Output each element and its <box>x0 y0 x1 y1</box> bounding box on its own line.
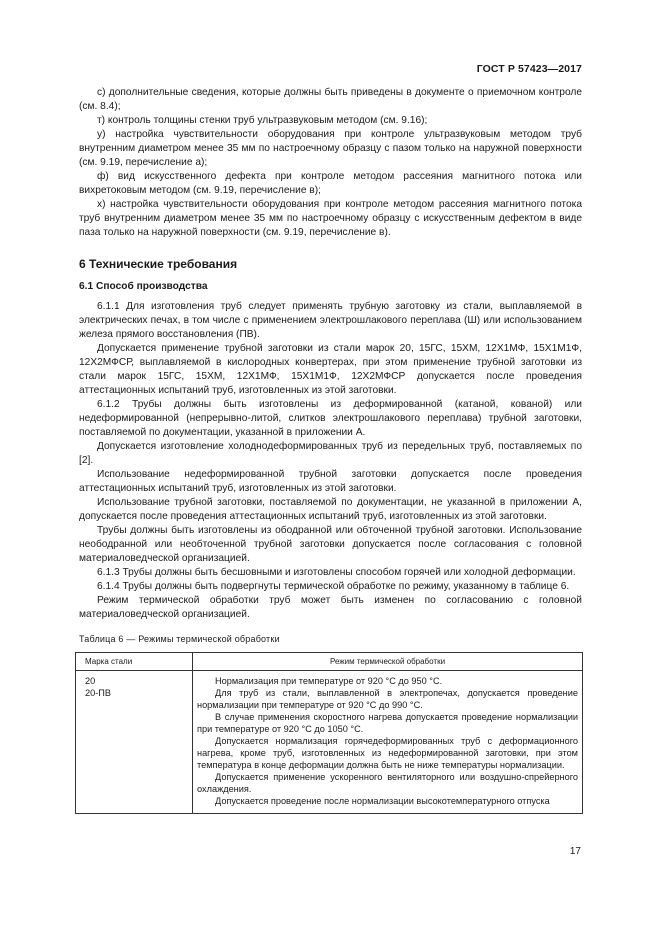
steel-grade-cell <box>76 671 193 814</box>
steel-grade: 20 <box>85 676 96 686</box>
list-item: у) настройка чувствительности оборудования при контроле ультразвуковым методом труб внутренним диаметром менее 35 мм по настроечному образцу с пазом только на наружной поверхности (см. 9.19, перечисление а); <box>79 129 582 168</box>
list-item: т) контроль толщины стенки труб ультразвуковым методом (см. 9.16); <box>97 115 428 126</box>
subsection-heading: 6.1 Способ производства <box>79 281 208 292</box>
paragraph: Трубы должны быть изготовлены из ободранной или обточенной трубной заготовки. Использование неободранной или необточенной трубной заготовки допускается после согласования с головной материаловедческой организацией. <box>79 525 582 564</box>
paragraph: Допускается применение трубной заготовки из стали марок 20, 15ГС, 15ХМ, 12Х1МФ, 15Х1М1Ф, 12Х2МФСР, выплавляемой в кислородных конвертерах, при этом применение трубной заготовки из стали марок 15ГС, 15ХМ, 12Х1МФ, 15Х1М1Ф, 12Х2МФСР допускается после проведения аттестационных испытаний труб, изготовленных из этой заготовки. <box>79 343 582 396</box>
treatment-mode: Допускается проведение после нормализации высокотемпературного отпуска <box>215 796 550 806</box>
steel-grade: 20-ПВ <box>85 688 112 698</box>
table-header-grade: Марка стали <box>76 653 193 671</box>
paragraph: 6.1.2 Трубы должны быть изготовлены из деформированной (катаной, кованой) или недеформированной (непрерывно-литой, слитков электрошлакового переплава) трубной заготовки, поставляемой по документации, указанной в приложении А. <box>79 399 582 438</box>
section-heading: 6 Технические требования <box>79 257 238 271</box>
paragraph: Режим термической обработки труб может быть изменен по согласованию с головной материаловедческой организацией. <box>79 595 582 620</box>
paragraph: 6.1.1 Для изготовления труб следует применять трубную заготовку из стали, выплавляемой в электрических печах, в том числе с применением электрошлакового переплава (Ш) или использованием железа прямого восстановления (ПВ). <box>79 301 582 340</box>
table-caption: Таблица 6 — Режимы термической обработки <box>79 634 280 644</box>
list-item: ф) вид искусственного дефекта при контроле методом рассеяния магнитного потока или вихретоковым методом (см. 9.19, перечисление в); <box>79 171 582 196</box>
treatment-mode-cell <box>193 671 583 814</box>
paragraph: Использование трубной заготовки, поставляемой по документации, не указанной в приложении А, допускается после проведения аттестационных испытаний труб, изготовленных из этой заготовки. <box>79 497 582 522</box>
treatment-mode: Для труб из стали, выплавленной в электропечах, допускается проведение нормализации при температуре от 920 °С до 990 °С. <box>197 688 578 710</box>
paragraph: Использование недеформированной трубной заготовки допускается после проведения аттестационных испытаний труб, изготовленных из этой заготовки. <box>79 469 582 494</box>
page-number: 17 <box>569 846 581 857</box>
document-id-header: ГОСТ Р 57423—2017 <box>476 63 582 75</box>
paragraph: Допускается изготовление холоднодеформированных труб из передельных труб, поставляемых по [2]. <box>79 441 582 466</box>
treatment-mode: В случае применения скоростного нагрева допускается проведение нормализации при температуре от 920 °С до 1050 °С. <box>197 712 578 734</box>
list-item: х) настройка чувствительности оборудования при контроле методом рассеяния магнитного потока труб внутренним диаметром менее 35 мм по настроечному образцу с искусственным дефектом в виде паза только на наружной поверхности (см. 9.19, перечисление в). <box>79 199 582 238</box>
paragraph: 6.1.4 Трубы должны быть подвергнуты термической обработке по режиму, указанному в таблице 6. <box>97 581 570 592</box>
heat-treatment-table <box>75 652 583 814</box>
table-header-mode: Режим термической обработки <box>193 653 583 671</box>
treatment-mode: Допускается нормализация горячедеформированных труб с деформационного нагрева, кроме труб, изготовленных из недеформированной заготовки, при этом температура в конце деформации должна быть не ниже температуры нормализации. <box>197 736 578 770</box>
table-row <box>76 671 583 814</box>
treatment-mode: Нормализация при температуре от 920 °С до 950 °С. <box>215 676 443 686</box>
paragraph: 6.1.3 Трубы должны быть бесшовными и изготовлены способом горячей или холодной деформации. <box>97 567 576 578</box>
treatment-mode: Допускается применение ускоренного вентиляторного или воздушно-спрейерного охлаждения. <box>197 772 578 794</box>
list-item: с) дополнительные сведения, которые должны быть приведены в документе о приемочном контроле (см. 8.4); <box>79 87 582 112</box>
body-text <box>79 86 582 814</box>
